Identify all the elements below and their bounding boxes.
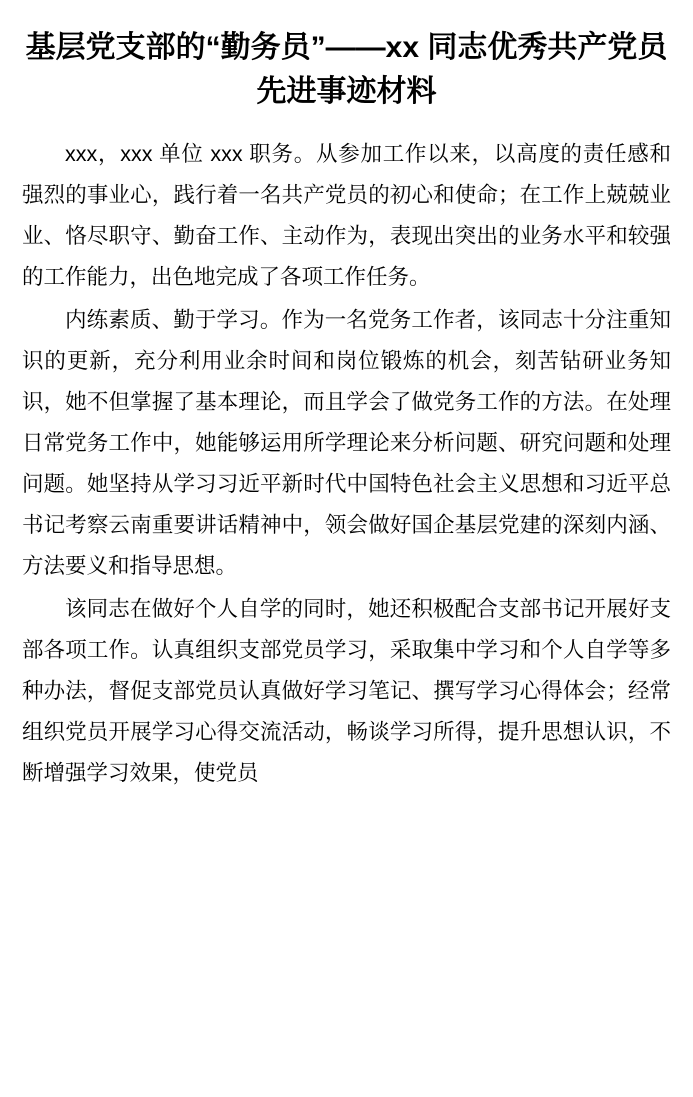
paragraph-1: xxx，xxx 单位 xxx 职务。从参加工作以来，以高度的责任感和强烈的事业心，践行着一名共产党员的初心和使命；在工作上兢兢业业、恪尽职守、勤奋工作、主动作为，表现出突出的业务水平和较强的工作能力，出色地完成了各项工作任务。 <box>22 142 671 289</box>
page-title: 基层党支部的“勤务员”——xx 同志优秀共产党员先进事迹材料 <box>25 31 668 108</box>
paragraph-3: 该同志在做好个人自学的同时，她还积极配合支部书记开展好支部各项工作。认真组织支部党员学习，采取集中学习和个人自学等多种办法，督促支部党员认真做好学习笔记、撰写学习心得体会；经常组织党员开展学习心得交流活动，畅谈学习所得，提升思想认识，不断增强学习效果，使党员 <box>22 597 671 785</box>
paragraph-2: 内练素质、勤于学习。作为一名党务工作者，该同志十分注重知识的更新，充分利用业余时间和岗位锻炼的机会，刻苦钻研业务知识，她不但掌握了基本理论，而且学会了做党务工作的方法。在处理日常党务工作中，她能够运用所学理论来分析问题、研究问题和处理问题。她坚持从学习习近平新时代中国特色社会主义思想和习近平总书记考察云南重要讲话精神中，领会做好国企基层党建的深刻内涵、方法要义和指导思想。 <box>22 308 671 578</box>
